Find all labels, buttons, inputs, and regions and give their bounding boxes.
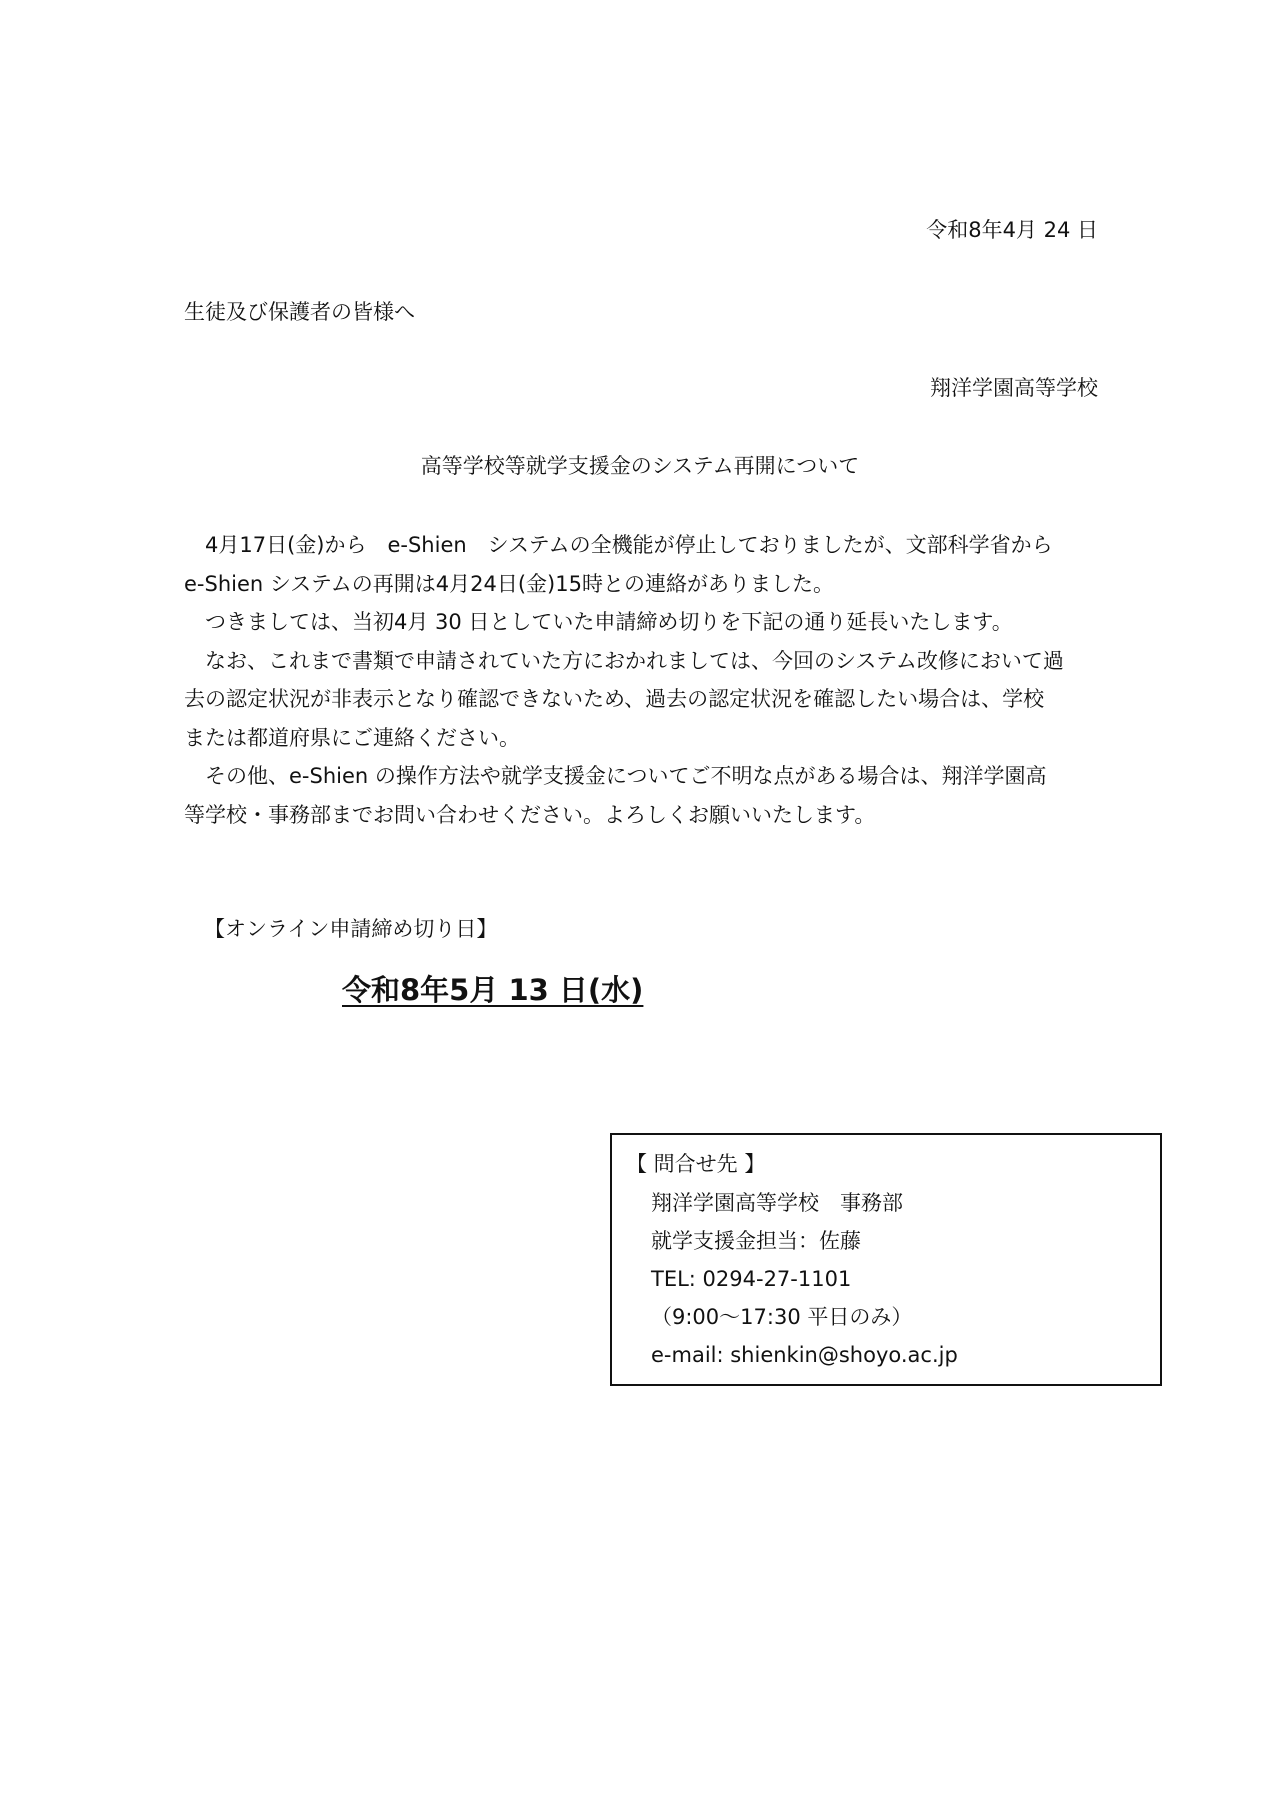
contact-tel: TEL: 0294-27-1101 [651,1267,852,1291]
body-line: 去の認定状況が非表示となり確認できないため、過去の認定状況を確認したい場合は、学校 [184,687,1045,711]
body-line: 等学校・事務部までお問い合わせください。よろしくお願いいたします。 [184,802,876,827]
body-line: つきましては、当初4月 30 日としていた申請締め切りを下記の通り延長いたします。 [184,610,1013,634]
recipient-line: 生徒及び保護者の皆様へ [184,300,415,324]
contact-organization: 翔洋学園高等学校 事務部 [651,1191,903,1215]
body-line: 4月17日(金)から e-Shien システムの全機能が停止しておりましたが、文部科学省から [184,533,1053,557]
body-line: その他、e-Shien の操作方法や就学支援金についてご不明な点がある場合は、翔洋学園高 [184,764,1047,788]
deadline-date: 令和8年5月 13 日(水) [342,973,644,1007]
contact-title: 【 問合せ先 】 [626,1152,766,1176]
deadline-label: 【オンライン申請締め切り日】 [204,917,498,941]
body-line: e-Shien システムの再開は4月24日(金)15時との連絡がありました。 [184,571,834,596]
document-date: 令和8年4月 24 日 [926,218,1098,242]
contact-hours: （9:00～17:30 平日のみ） [651,1305,913,1329]
contact-email: e-mail: shienkin@shoyo.ac.jp [651,1343,958,1367]
contact-person: 就学支援金担当：佐藤 [651,1229,861,1253]
contact-box [610,1133,1162,1386]
body-line: または都道府県にご連絡ください。 [184,725,520,750]
sender-name: 翔洋学園高等学校 [930,376,1098,400]
body-line: なお、これまで書類で申請されていた方におかれましては、今回のシステム改修において過 [184,648,1064,673]
document-subject: 高等学校等就学支援金のシステム再開について [420,454,860,478]
body-text [184,526,1098,834]
